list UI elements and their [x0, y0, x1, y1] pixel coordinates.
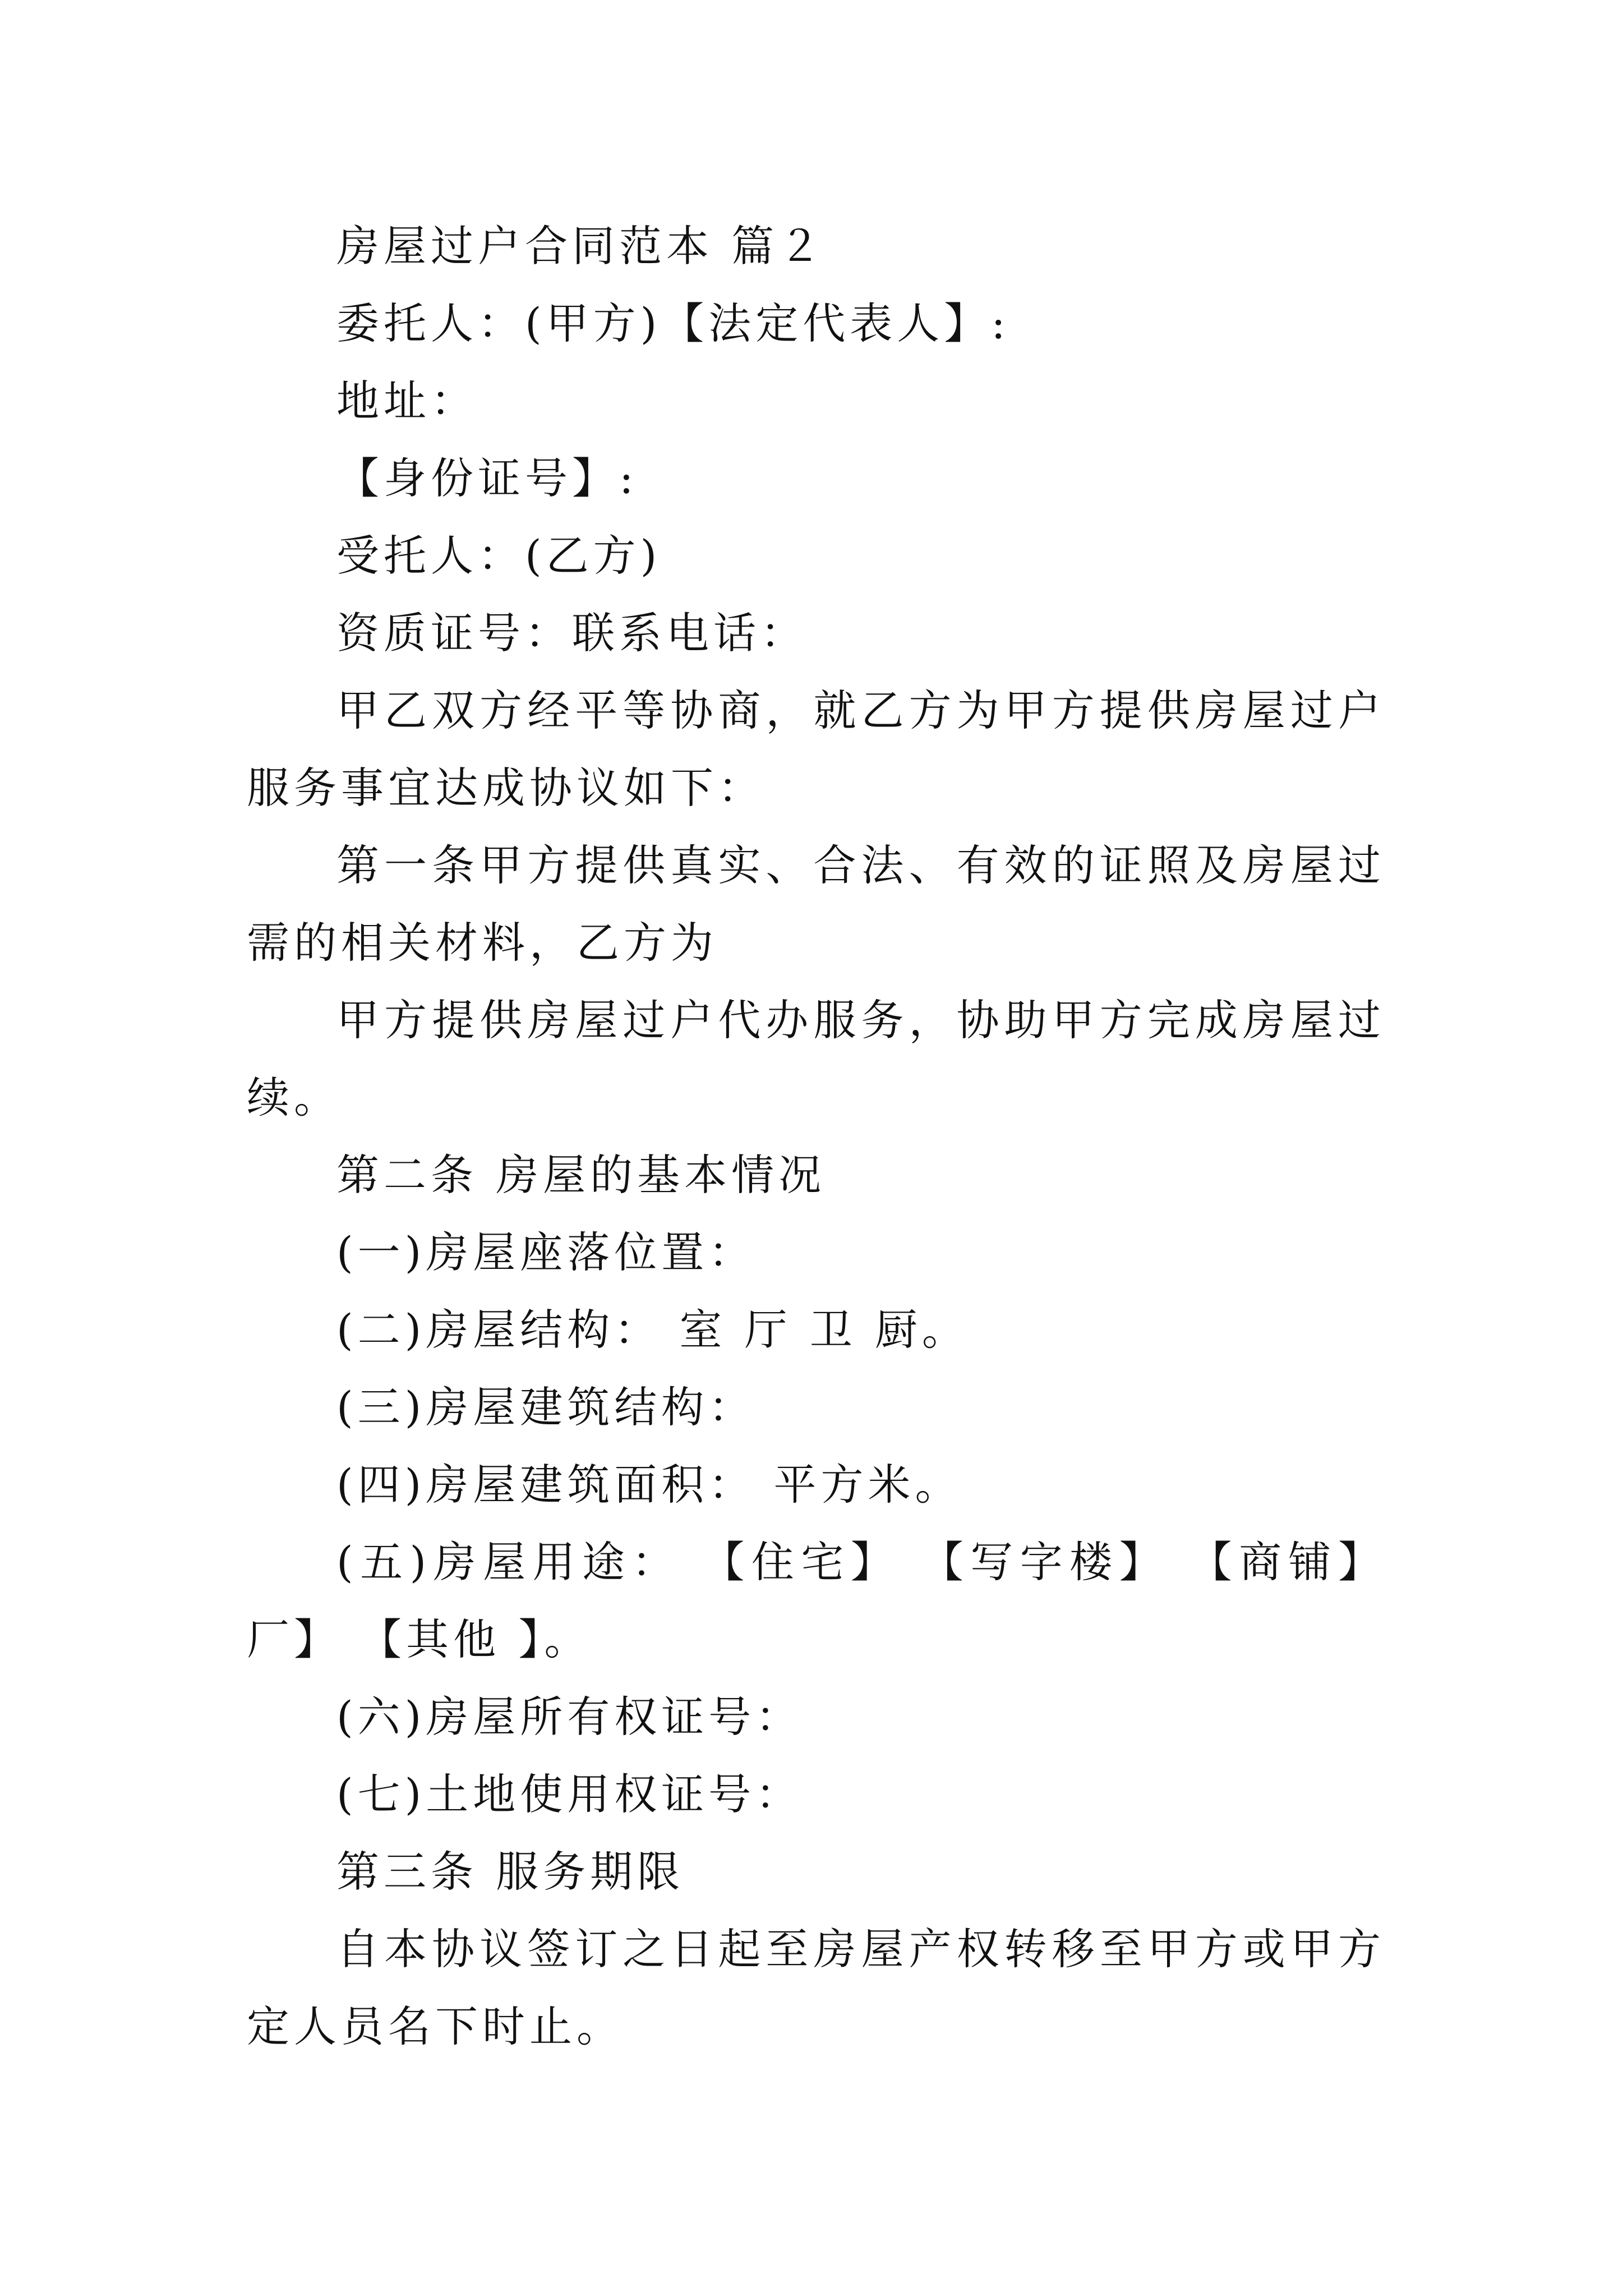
agent-line: 受托人：(乙方) [336, 531, 662, 581]
document-title: 房屋过户合同范本 篇２ [336, 221, 826, 271]
intro-paragraph-line2: 服务事宜达成协议如下： [247, 763, 765, 813]
article1-line3: 甲方提供房屋过户代办服务，协助甲方完成房屋过 [336, 995, 1385, 1045]
principal-line: 委托人：(甲方)【法定代表人】: [336, 298, 1010, 348]
item-usage-line1: (五)房屋用途： 【住宅】 【写字楼】 【商铺】 [336, 1537, 1385, 1587]
item-usage-line2: 厂】 【其他 】。 [247, 1614, 592, 1664]
article2-heading: 第二条 房屋的基本情况 [336, 1150, 826, 1200]
item-building-structure: (三)房屋建筑结构： [336, 1382, 756, 1432]
article3-line2: 定人员名下时止。 [247, 2001, 624, 2051]
item-location: (一)房屋座落位置： [336, 1227, 756, 1277]
document-body [247, 208, 1385, 2065]
article1-line2: 需的相关材料，乙方为 [247, 918, 718, 968]
item-structure: (二)房屋结构： 室 厅 卫 厨。 [336, 1305, 969, 1355]
article3-line1: 自本协议签订之日起至房屋产权转移至甲方或甲方 [336, 1924, 1385, 1974]
address-line: 地址： [336, 376, 478, 426]
id-number-line: 【身份证号】: [336, 453, 638, 503]
item-floor-area: (四)房屋建筑面积： 平方米。 [336, 1460, 962, 1510]
article3-heading: 第三条 服务期限 [336, 1847, 685, 1897]
article1-line1: 第一条甲方提供真实、合法、有效的证照及房屋过 [336, 840, 1385, 890]
qualification-line: 资质证号：联系电话： [336, 608, 808, 658]
item-ownership-cert: (六)房屋所有权证号： [336, 1692, 803, 1742]
article1-line4: 续。 [247, 1073, 341, 1122]
item-land-use-cert: (七)土地使用权证号： [336, 1769, 803, 1819]
intro-paragraph-line1: 甲乙双方经平等协商，就乙方为甲方提供房屋过户 [336, 685, 1385, 735]
